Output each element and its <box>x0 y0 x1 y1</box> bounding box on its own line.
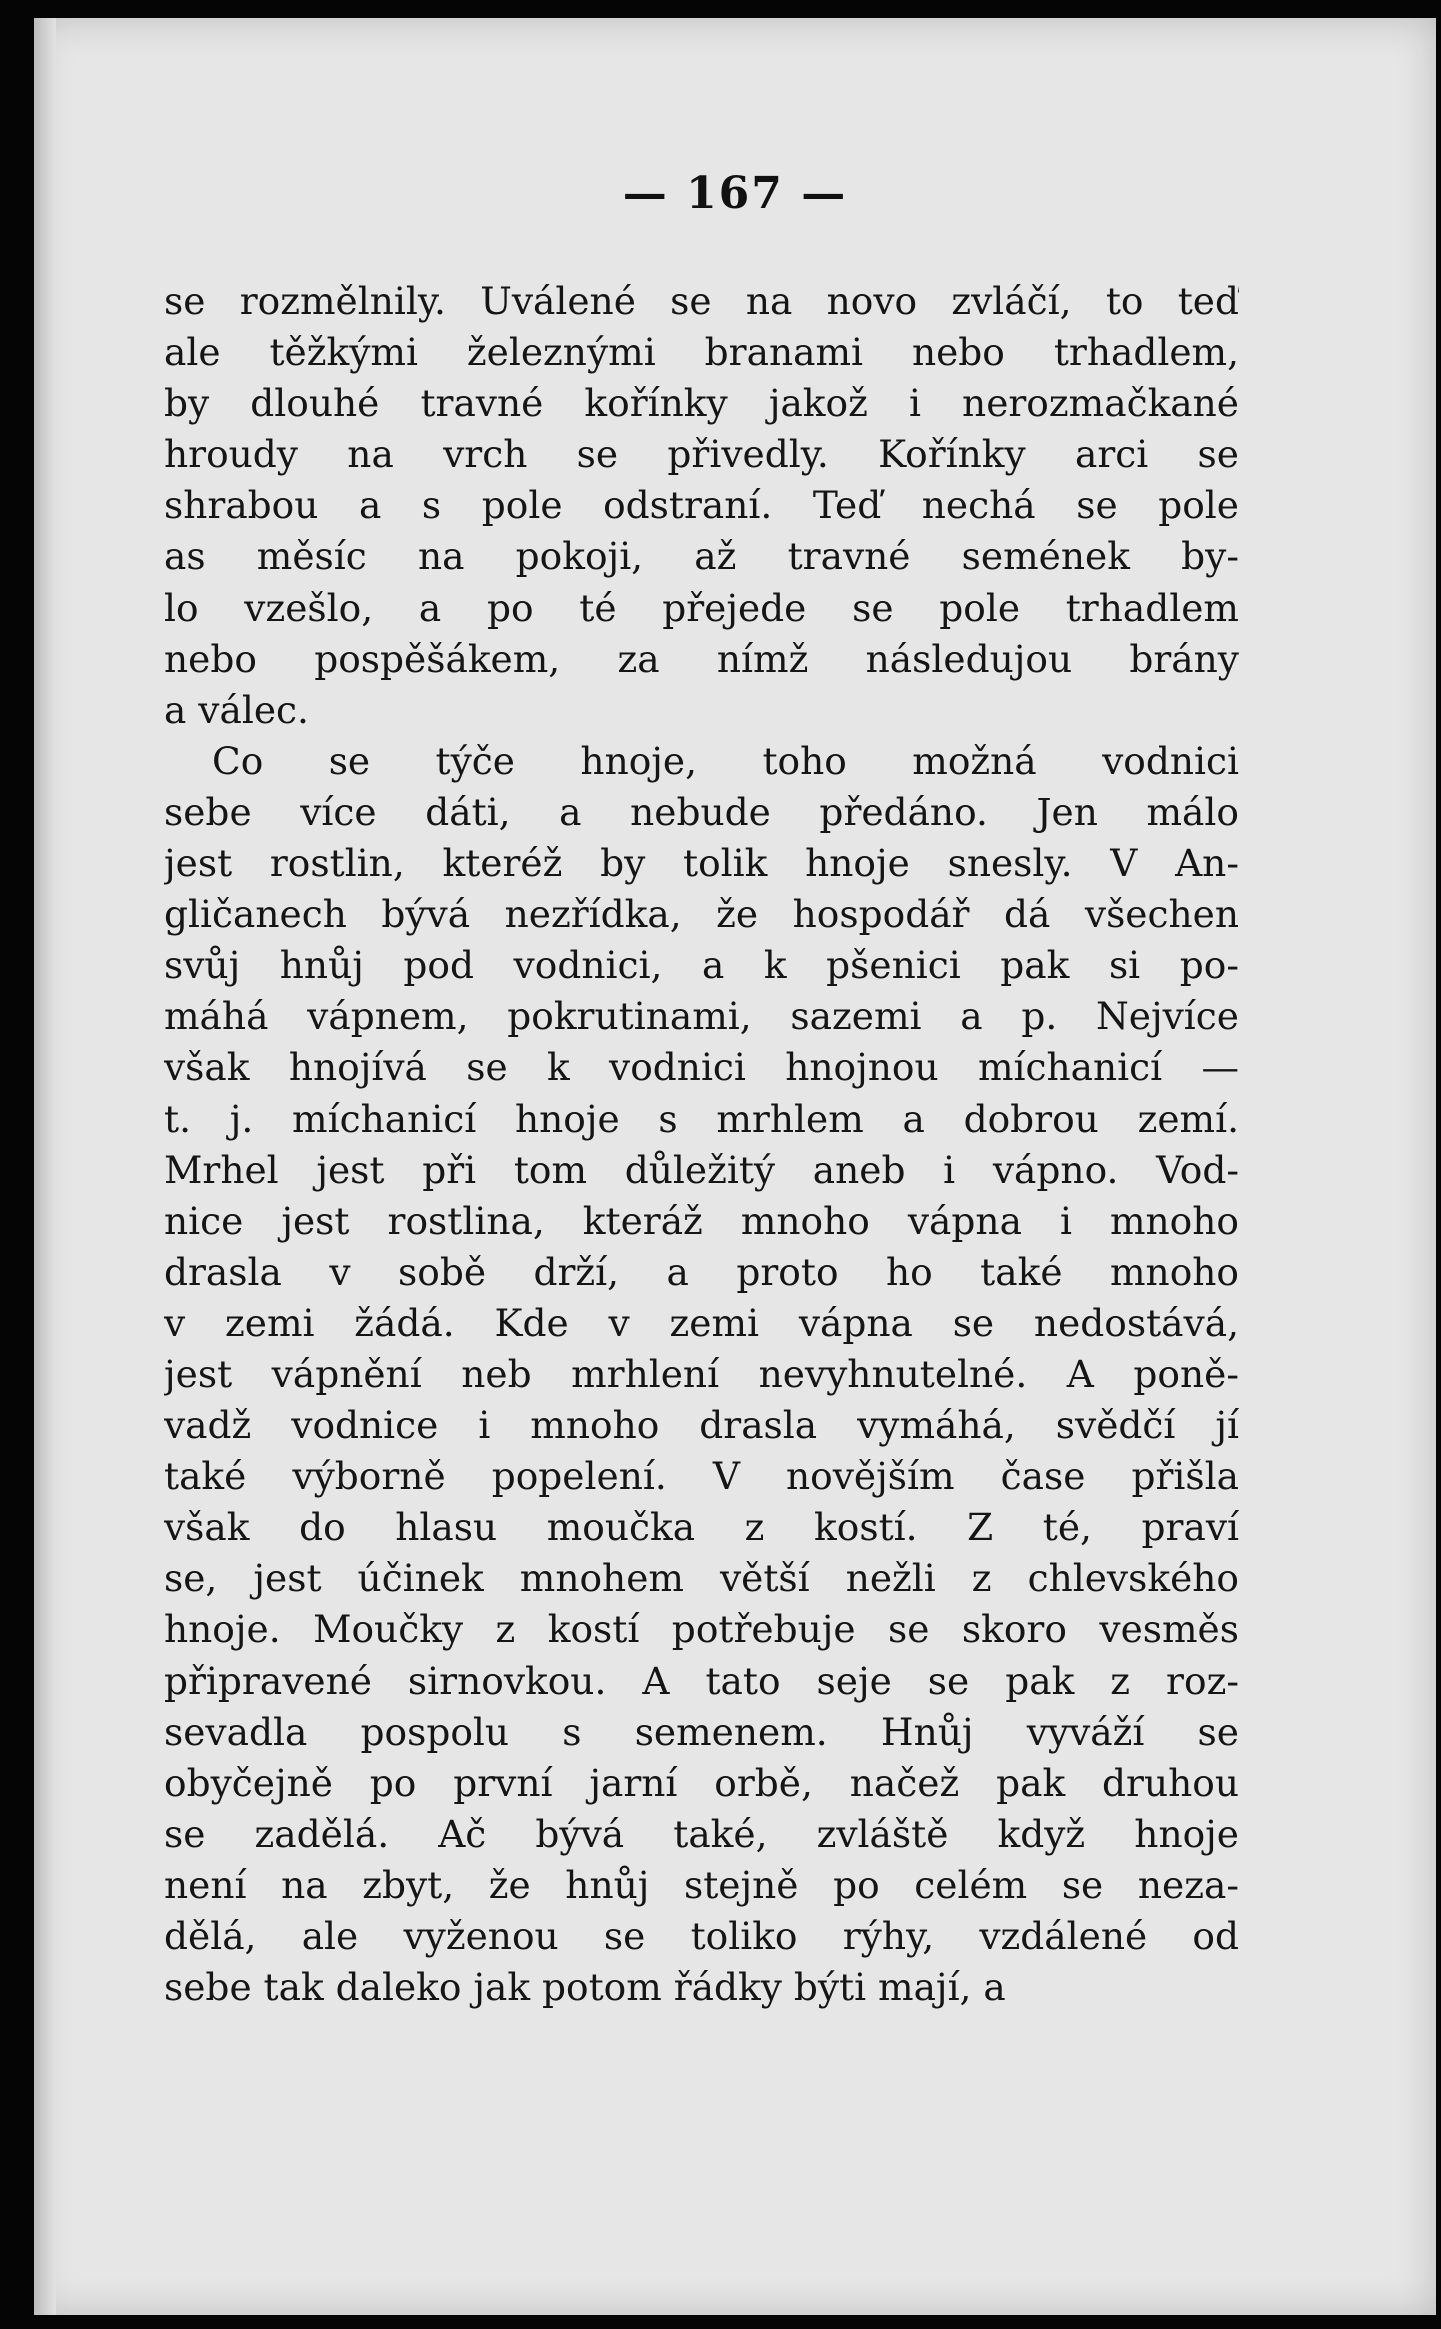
text-line: hroudy na vrch se přivedly. Kořínky arci se <box>164 432 1239 477</box>
page-spine-shadow <box>34 18 56 2315</box>
text-line: sebe tak daleko jak potom řádky býti mají, a <box>164 1965 1006 2010</box>
text-line: také výborně popelení. V novějším čase přišla <box>164 1454 1239 1499</box>
text-line: však hnojívá se k vodnici hnojnou míchanicí — <box>164 1045 1239 1090</box>
text-line: však do hlasu moučka z kostí. Z té, praví <box>164 1505 1239 1550</box>
text-line: v zemi žádá. Kde v zemi vápna se nedostává, <box>164 1300 1239 1345</box>
text-line: by dlouhé travné kořínky jakož i nerozmačkané <box>164 381 1239 426</box>
text-line: sevadla pospolu s semenem. Hnůj vyváží se <box>164 1709 1239 1754</box>
text-line: nice jest rostlina, kteráž mnoho vápna i mnoho <box>164 1198 1239 1243</box>
text-line: lo vzešlo, a po té přejede se pole trhadlem <box>164 585 1239 630</box>
text-line: Co se týče hnoje, toho možná vodnici <box>212 738 1239 783</box>
text-line: obyčejně po první jarní orbě, načež pak druhou <box>164 1760 1239 1805</box>
text-line: dělá, ale vyženou se toliko rýhy, vzdálené od <box>164 1914 1239 1958</box>
text-line: se rozmělnily. Uválené se na novo zvláčí, to teď <box>164 279 1239 323</box>
page-number: — 167 — <box>622 168 848 219</box>
text-line: shrabou a s pole odstraní. Teď nechá se pole <box>164 483 1239 528</box>
text-line: as měsíc na pokoji, až travné semének by- <box>164 534 1239 579</box>
text-line: hnoje. Moučky z kostí potřebuje se skoro vesměs <box>164 1607 1239 1652</box>
text-line: nebo pospěšákem, za nímž následujou brány <box>164 636 1239 681</box>
text-line: a válec. <box>164 687 309 732</box>
body-text <box>164 276 1239 2013</box>
text-line: připravené sirnovkou. A tato seje se pak z roz- <box>164 1658 1239 1703</box>
text-line: jest vápnění neb mrhlení nevyhnutelné. A poně- <box>164 1351 1239 1396</box>
text-line: není na zbyt, že hnůj stejně po celém se neza- <box>164 1862 1239 1907</box>
text-line: ale těžkými železnými branami nebo trhadlem, <box>164 330 1239 375</box>
text-line: sebe více dáti, a nebude předáno. Jen málo <box>164 789 1239 834</box>
text-line: svůj hnůj pod vodnici, a k pšenici pak si po- <box>164 943 1239 988</box>
text-line: Mrhel jest při tom důležitý aneb i vápno. Vod- <box>164 1147 1239 1192</box>
text-line: t. j. míchanicí hnoje s mrhlem a dobrou zemí. <box>164 1096 1239 1141</box>
text-line: vadž vodnice i mnoho drasla vymáhá, svědčí jí <box>164 1403 1239 1448</box>
text-line: máhá vápnem, pokrutinami, sazemi a p. Nejvíce <box>164 994 1239 1039</box>
text-line: gličanech bývá nezřídka, že hospodář dá všechen <box>164 892 1239 937</box>
text-line: jest rostlin, kteréž by tolik hnoje snesly. V An- <box>164 841 1239 886</box>
text-line: drasla v sobě drží, a proto ho také mnoho <box>164 1249 1239 1294</box>
text-line: se zadělá. Ač bývá také, zvláště když hnoje <box>164 1811 1239 1856</box>
text-line: se, jest účinek mnohem větší nežli z chlevského <box>164 1556 1239 1601</box>
book-page <box>34 18 1436 2315</box>
